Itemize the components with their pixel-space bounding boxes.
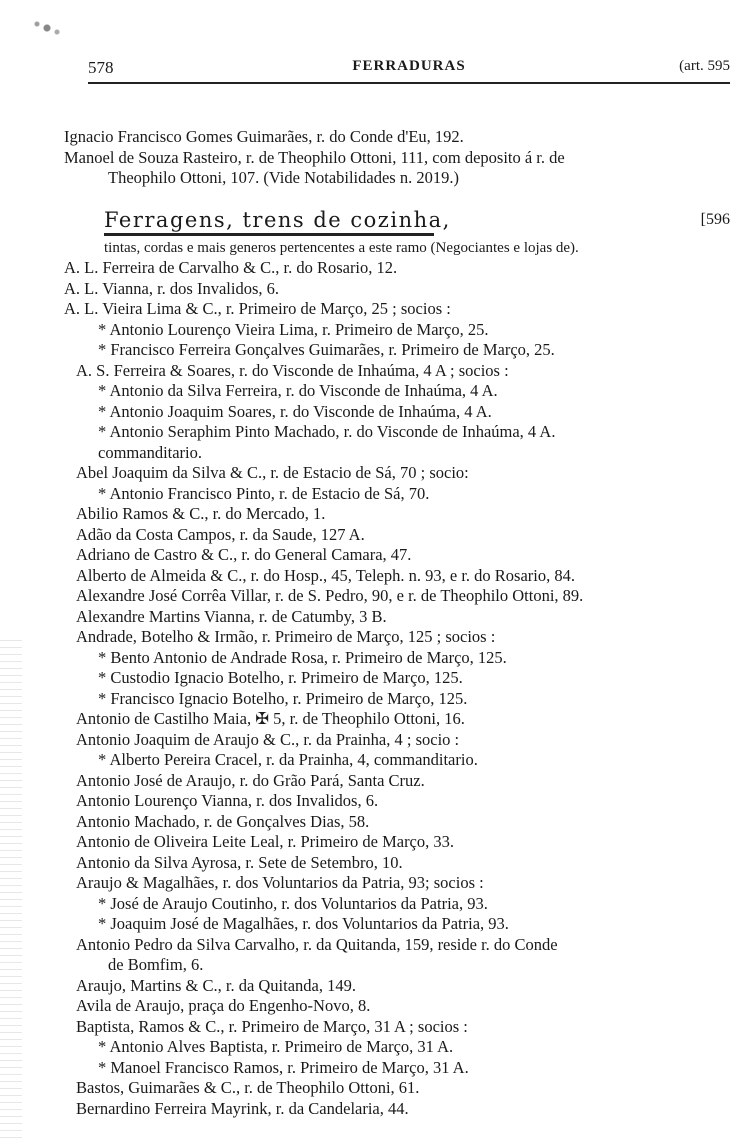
partner-entry: commanditario. [98,442,203,462]
directory-entry: Araujo, Martins & C., r. da Quitanda, 149. [76,975,357,995]
article-reference: (art. 595 [679,58,730,74]
partner-entry: * Custodio Ignacio Botelho, r. Primeiro de Março, 125. [98,668,463,687]
section-title-rule [104,233,434,236]
directory-entries [0,258,746,1119]
directory-entry: de Bomfim, 6. [108,955,204,974]
partner-entry: * Antonio Lourenço Vieira Lima, r. Primeiro de Março, 25. [98,319,489,339]
directory-entry: Antonio Machado, r. de Gonçalves Dias, 58. [76,811,370,831]
page-number: 578 [88,58,114,77]
directory-entry: Antonio José de Araujo, r. do Grão Pará, Santa Cruz. [76,770,425,790]
partner-entry: * Joaquim José de Magalhães, r. dos Voluntarios da Patria, 93. [98,914,509,933]
partner-entry: * Antonio Joaquim Soares, r. do Visconde de Inhaúma, 4 A. [98,401,492,421]
directory-entry: A. L. Vianna, r. dos Invalidos, 6. [64,278,280,298]
partner-entry: * Bento Antonio de Andrade Rosa, r. Primeiro de Março, 125. [98,647,507,667]
directory-entry: Avila de Araujo, praça do Engenho-Novo, 8. [76,996,371,1015]
directory-entry: Baptista, Ramos & C., r. Primeiro de Março, 31 A ; socios : [76,1016,468,1036]
page-header [88,58,730,80]
directory-entry: Alberto de Almeida & C., r. do Hosp., 45, Teleph. n. 93, e r. do Rosario, 84. [76,565,575,585]
partner-entry: * Francisco Ignacio Botelho, r. Primeiro de Março, 125. [98,688,468,708]
partner-entry: * Antonio Seraphim Pinto Machado, r. do Visconde de Inhaúma, 4 A. [98,422,556,441]
partner-entry: * Alberto Pereira Cracel, r. da Prainha, 4, commanditario. [98,750,478,769]
section-number: [596 [700,211,730,228]
directory-entry: Adriano de Castro & C., r. do General Camara, 47. [76,545,412,564]
directory-entry: Antonio de Castilho Maia, ✠ 5, r. de Theophilo Ottoni, 16. [76,709,465,728]
directory-entry: Araujo & Magalhães, r. dos Voluntarios da Patria, 93; socios : [76,873,484,892]
directory-entry: A. L. Ferreira de Carvalho & C., r. do Rosario, 12. [64,258,398,277]
directory-entry: Bastos, Guimarães & C., r. de Theophilo Ottoni, 61. [76,1078,420,1097]
directory-entry: Antonio da Silva Ayrosa, r. Sete de Setembro, 10. [76,852,403,872]
partner-entry: * Antonio Alves Baptista, r. Primeiro de Março, 31 A. [98,1037,454,1056]
header-rule [88,82,730,84]
running-title: FERRADURAS [352,58,466,74]
directory-entry: A. L. Vieira Lima & C., r. Primeiro de Março, 25 ; socios : [64,299,451,318]
directory-entry: Theophilo Ottoni, 107. (Vide Notabilidades n. 2019.) [108,168,459,187]
directory-entry: Abilio Ramos & C., r. do Mercado, 1. [76,504,326,523]
section-title: Ferragens, trens de cozinha, [104,208,451,232]
partner-entry: * Antonio Francisco Pinto, r. de Estacio de Sá, 70. [98,483,430,503]
section-subtitle: tintas, cordas e mais generos pertencentes a este ramo (Negociantes e lojas de). [104,240,579,256]
partner-entry: * José de Araujo Coutinho, r. dos Voluntarios da Patria, 93. [98,893,488,913]
directory-entry: Bernardino Ferreira Mayrink, r. da Candelaria, 44. [76,1098,409,1118]
directory-entry: Alexandre José Corrêa Villar, r. de S. Pedro, 90, e r. de Theophilo Ottoni, 89. [76,586,584,605]
directory-entry: Antonio de Oliveira Leite Leal, r. Primeiro de Março, 33. [76,832,455,851]
directory-entry: A. S. Ferreira & Soares, r. do Visconde de Inhaúma, 4 A ; socios : [76,360,509,380]
partner-entry: * Francisco Ferreira Gonçalves Guimarães, r. Primeiro de Março, 25. [98,340,555,359]
directory-entry: Alexandre Martins Vianna, r. de Catumby, 3 B. [76,606,387,626]
directory-entry: Andrade, Botelho & Irmão, r. Primeiro de Março, 125 ; socios : [76,627,496,646]
directory-entry: Manoel de Souza Rasteiro, r. de Theophilo Ottoni, 111, com deposito á r. de [64,147,565,167]
partner-entry: * Antonio da Silva Ferreira, r. do Visconde de Inhaúma, 4 A. [98,381,498,400]
partner-entry: * Manoel Francisco Ramos, r. Primeiro de Março, 31 A. [98,1057,469,1077]
directory-entry: Ignacio Francisco Gomes Guimarães, r. do Conde d'Eu, 192. [64,127,464,146]
previous-entries [0,127,746,189]
directory-entry: Antonio Lourenço Vianna, r. dos Invalidos, 6. [76,791,379,810]
ink-smudge [22,8,72,48]
directory-entry: Antonio Pedro da Silva Carvalho, r. da Quitanda, 159, reside r. do Conde [76,934,558,954]
directory-entry: Antonio Joaquim de Araujo & C., r. da Prainha, 4 ; socio : [76,729,460,749]
directory-entry: Adão da Costa Campos, r. da Saude, 127 A. [76,524,365,544]
directory-entry: Abel Joaquim da Silva & C., r. de Estacio de Sá, 70 ; socio: [76,463,469,482]
